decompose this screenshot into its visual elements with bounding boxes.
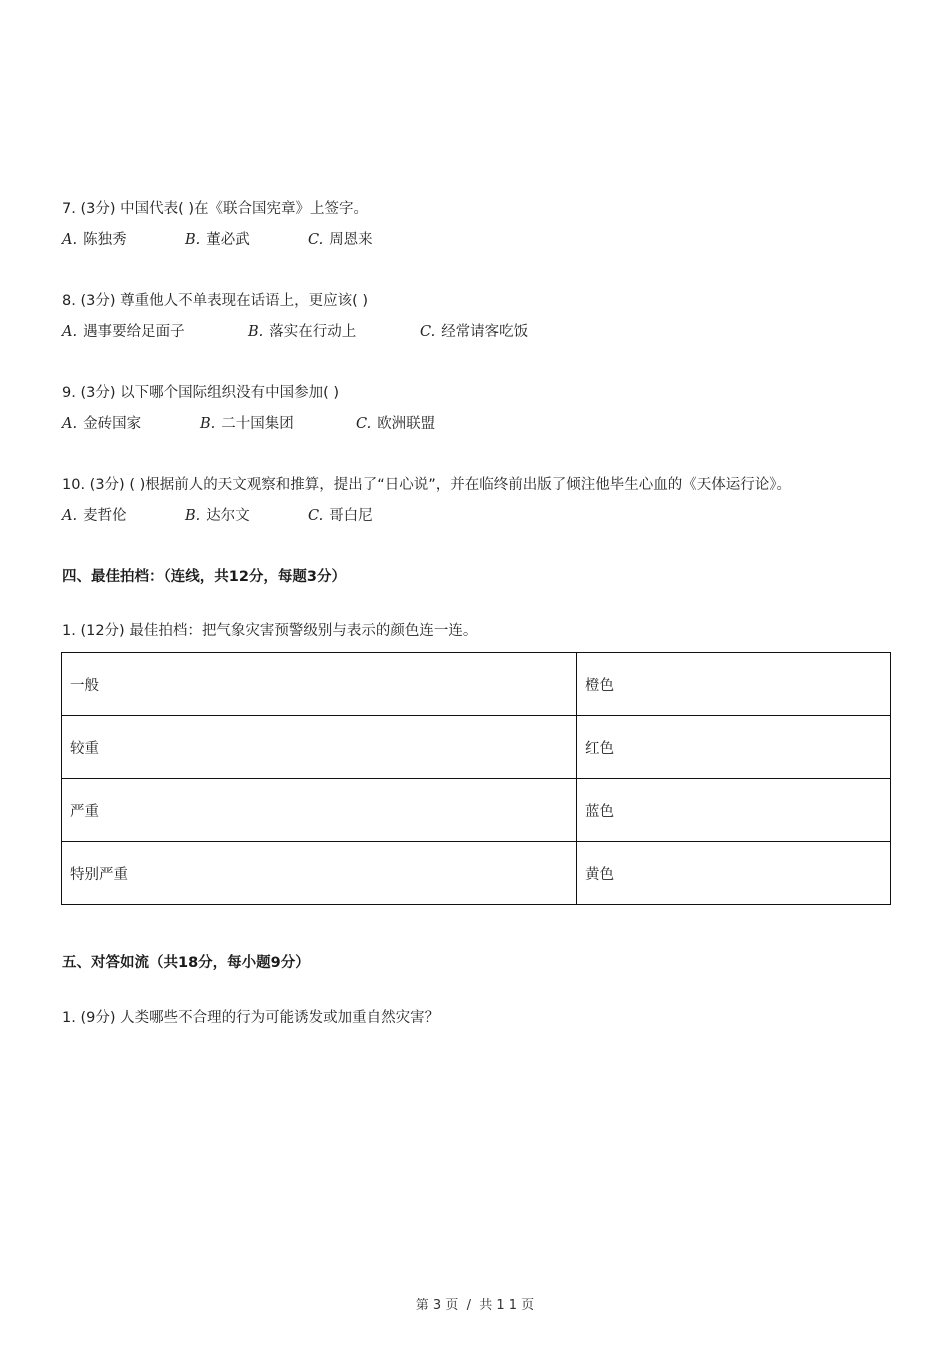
table-row (62, 716, 891, 779)
option-a: A. 遇事要给足面子 (62, 324, 185, 340)
color-cell: 橙色 (577, 653, 891, 716)
matching-table (61, 652, 891, 905)
section-5-title: 五、对答如流（共18分，每小题9分） (62, 955, 310, 971)
question-8-stem: 8. (3分) 尊重他人不单表现在话语上，更应该( ) (62, 293, 369, 309)
question-7-stem: 7. (3分) 中国代表( )在《联合国宪章》上签字。 (62, 201, 369, 217)
level-cell: 特别严重 (62, 842, 577, 905)
color-cell: 蓝色 (577, 779, 891, 842)
option-c: C. 经常请客吃饭 (420, 324, 529, 340)
option-a: A. 金砖国家 (62, 416, 142, 432)
option-c: C. 欧洲联盟 (356, 416, 436, 432)
section-4-question: 1. (12分) 最佳拍档：把气象灾害预警级别与表示的颜色连一连。 (62, 623, 478, 639)
color-cell: 红色 (577, 716, 891, 779)
option-b: B. 董必武 (185, 232, 250, 248)
level-cell: 严重 (62, 779, 577, 842)
option-c: C. 周恩来 (308, 232, 373, 248)
table-row (62, 653, 891, 716)
option-b: B. 落实在行动上 (248, 324, 357, 340)
section-4-title: 四、最佳拍档：（连线，共12分，每题3分） (62, 569, 347, 585)
table-row (62, 842, 891, 905)
option-a: A. 麦哲伦 (62, 508, 127, 524)
option-b: B. 达尔文 (185, 508, 250, 524)
section-5-question: 1. (9分) 人类哪些不合理的行为可能诱发或加重自然灾害？ (62, 1010, 440, 1026)
level-cell: 较重 (62, 716, 577, 779)
color-cell: 黄色 (577, 842, 891, 905)
option-a: A. 陈独秀 (62, 232, 127, 248)
question-10-stem: 10. (3分) ( )根据前人的天文观察和推算，提出了“日心说”，并在临终前出版了倾注他毕生心血的《天体运行论》。 (62, 477, 792, 493)
table-row (62, 779, 891, 842)
question-9-stem: 9. (3分) 以下哪个国际组织没有中国参加( ) (62, 385, 340, 401)
level-cell: 一般 (62, 653, 577, 716)
option-b: B. 二十国集团 (200, 416, 294, 432)
option-c: C. 哥白尼 (308, 508, 373, 524)
page-footer: 第 3 页 / 共 1 1 页 (415, 1298, 535, 1313)
